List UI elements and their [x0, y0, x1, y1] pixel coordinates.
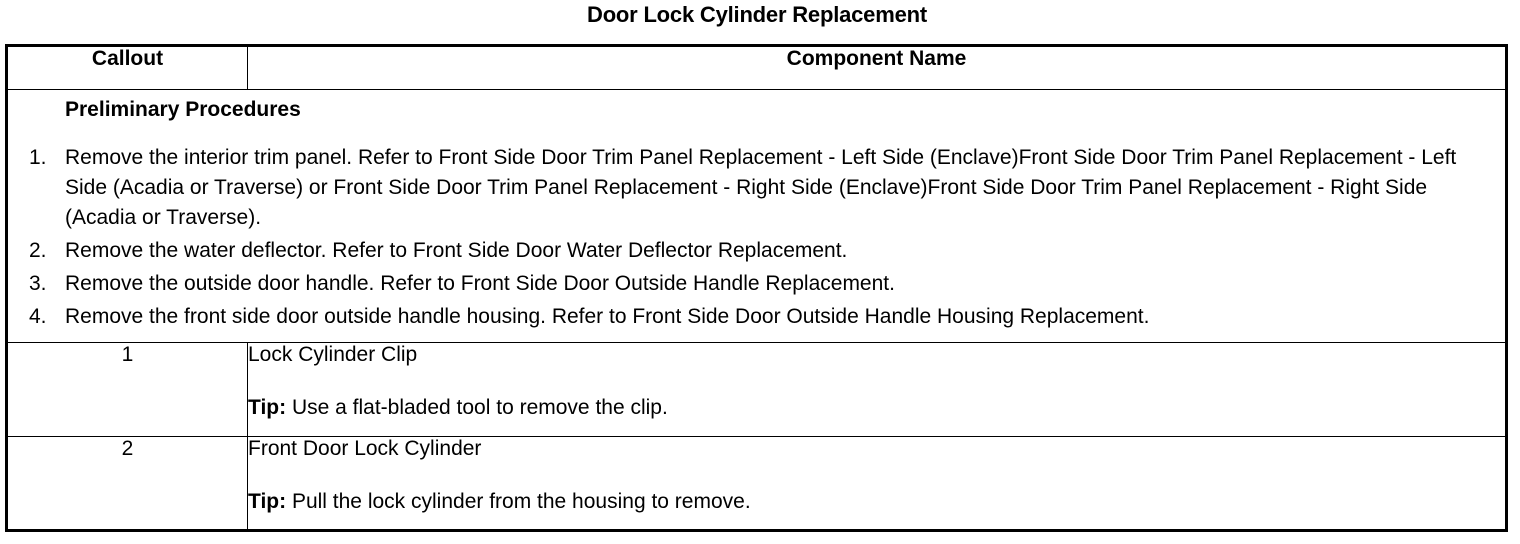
- list-item: [29, 302, 1505, 332]
- step-number: 1.: [29, 146, 47, 169]
- tip-text: [248, 490, 1505, 514]
- preliminary-steps-list: [8, 143, 1505, 332]
- step-number: 3.: [29, 272, 47, 295]
- tip-text: [248, 396, 1505, 420]
- list-item: [29, 269, 1505, 299]
- preliminary-procedures-heading: Preliminary Procedures: [65, 98, 301, 121]
- tip-label: Tip:: [248, 396, 287, 419]
- tip-body: Use a flat-bladed tool to remove the clip.: [286, 396, 668, 419]
- tip-body: Pull the lock cylinder from the housing to remove.: [286, 490, 751, 513]
- tip-label: Tip:: [248, 490, 287, 513]
- step-text: Remove the front side door outside handle housing. Refer to Front Side Door Outside Handle Housing Replacement.: [65, 305, 1150, 328]
- component-name: Lock Cylinder Clip: [248, 343, 418, 366]
- table-row: [7, 343, 1507, 437]
- component-cell: [248, 437, 1507, 531]
- step-number: 2.: [29, 239, 47, 262]
- table-header-row: [7, 46, 1507, 90]
- list-item: [29, 236, 1505, 266]
- preliminary-procedures-row: [7, 90, 1507, 343]
- step-number: 4.: [29, 305, 47, 328]
- callout-number: 1: [7, 343, 248, 437]
- component-name: Front Door Lock Cylinder: [248, 437, 482, 460]
- procedure-table: [5, 44, 1508, 532]
- step-text: Remove the water deflector. Refer to Front Side Door Water Deflector Replacement.: [65, 239, 848, 262]
- step-text: Remove the interior trim panel. Refer to Front Side Door Trim Panel Replacement - Left Side (Enclave)Front Side Door Trim Panel Replacement - Left Side (Acadia or Traverse) or Front Side Door Trim Panel Replacement - Right Side (Enclave)Front Side Door Trim Panel Replacement - Right Side (Acadia or Traverse).: [65, 146, 1457, 229]
- list-item: [29, 143, 1505, 233]
- callout-number: 2: [7, 437, 248, 531]
- component-cell: [248, 343, 1507, 437]
- preliminary-procedures-cell: [7, 90, 1507, 343]
- page-title: Door Lock Cylinder Replacement: [587, 2, 927, 27]
- callout-column-header: Callout: [7, 46, 248, 90]
- table-row: [7, 437, 1507, 531]
- step-text: Remove the outside door handle. Refer to Front Side Door Outside Handle Replacement.: [65, 272, 895, 295]
- component-name-column-header: Component Name: [248, 46, 1507, 90]
